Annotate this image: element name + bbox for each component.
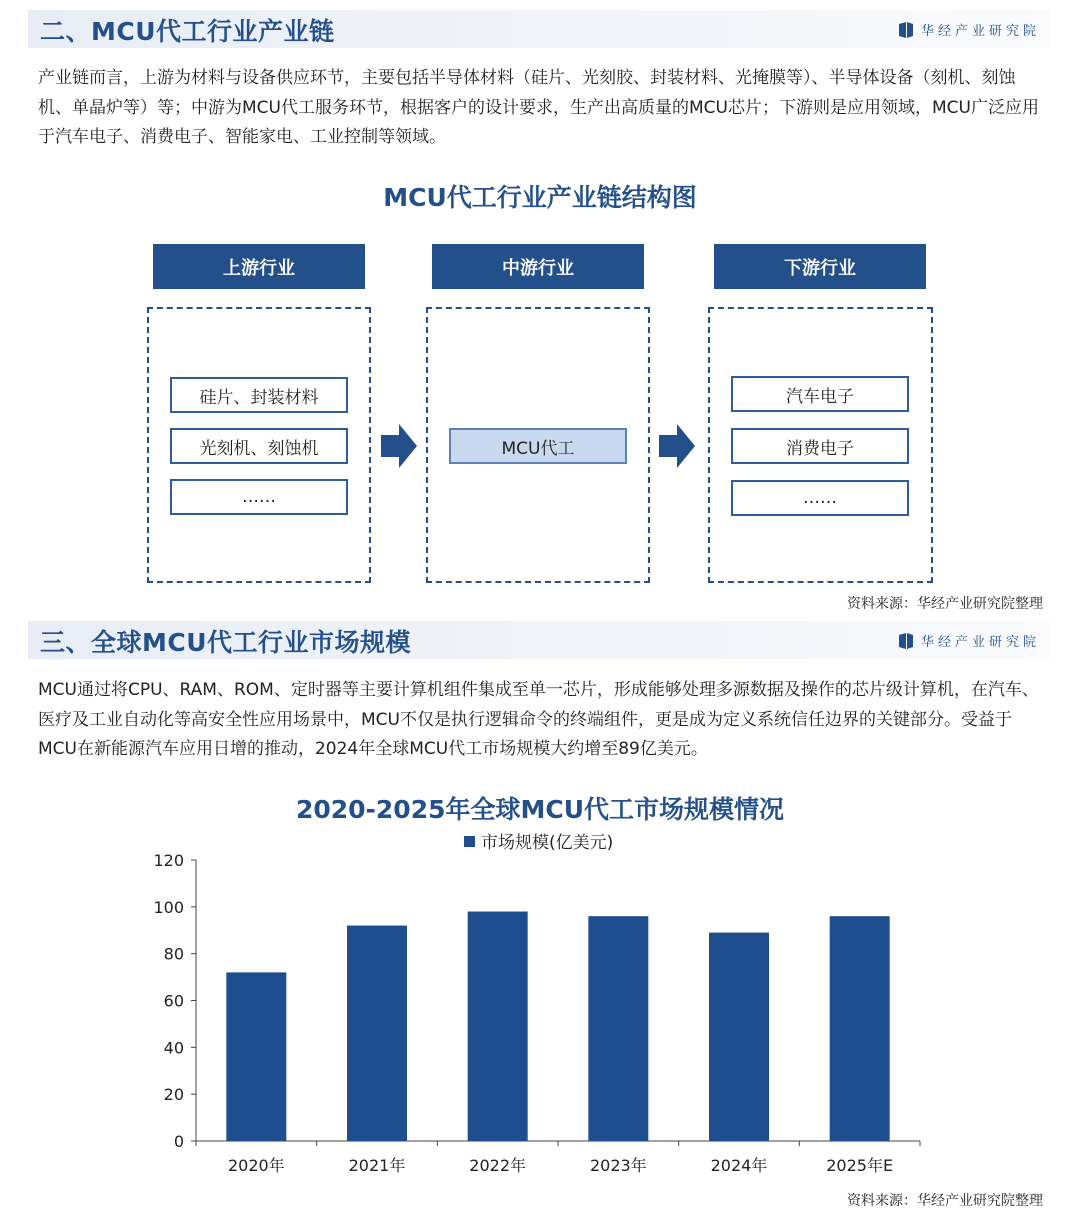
bar-4 [709,933,769,1141]
upstream-header: 上游行业 [153,244,365,289]
section3-header [28,621,1050,659]
upstream-item: 硅片、封装材料 [170,377,348,413]
x-tick-label: 2025年E [826,1156,894,1175]
x-tick-label: 2023年 [589,1156,647,1175]
x-tick-label: 2021年 [348,1156,406,1175]
x-tick-label: 2020年 [227,1156,285,1175]
chart-title: 2020-2025年全球MCU代工市场规模情况 [295,795,785,824]
upstream-item: 光刻机、刻蚀机 [170,428,348,464]
bar-5 [830,916,890,1141]
legend-swatch [464,836,475,847]
section2-header [28,10,1050,48]
brand-name: 华经产业研究院 [920,635,1040,650]
downstream-item: 汽车电子 [731,376,909,412]
bar-2 [468,912,528,1141]
market-size-bar-chart [0,830,1080,1190]
arrow-right-icon [659,424,695,468]
x-tick-label: 2024年 [710,1156,768,1175]
y-tick-label: 0 [173,1132,184,1151]
y-tick-label: 80 [163,944,184,964]
legend-label: 市场规模(亿美元) [481,833,614,853]
y-tick-label: 20 [163,1085,184,1105]
bar-1 [347,926,407,1141]
midstream-item: MCU代工 [449,428,627,464]
section2-title: 二、MCU代工行业产业链 [40,17,335,46]
diagram-title: MCU代工行业产业链结构图 [383,183,697,212]
midstream-header: 中游行业 [432,244,644,289]
section3-title: 三、全球MCU代工行业市场规模 [40,628,412,657]
arrow-right-icon [381,424,417,468]
downstream-item: …… [731,480,909,516]
diagram-source: 资料来源：华经产业研究院整理 [847,596,1043,612]
downstream-header: 下游行业 [714,244,926,289]
upstream-item: …… [170,479,348,515]
downstream-item: 消费电子 [731,428,909,464]
brand-logo-icon [899,22,913,38]
y-tick-label: 40 [163,1038,184,1058]
section2-paragraph: 产业链而言，上游为材料与设备供应环节，主要包括半导体材料（硅片、光刻胶、封装材料、光掩膜等）、半导体设备（刻机、刻蚀机、单晶炉等）等；中游为MCU代工服务环节，根据客户的设计要求，生产出高质量的MCU芯片；下游则是应用领域，MCU广泛应用于汽车电子、消费电子、智能家电、工业控制等领域。 [38,68,1039,147]
bar-3 [588,916,648,1141]
y-tick-label: 120 [153,851,184,870]
section2-brand [899,20,1040,39]
brand-name: 华经产业研究院 [920,24,1040,39]
chart-source: 资料来源：华经产业研究院整理 [847,1193,1043,1209]
section3-brand [899,631,1040,650]
y-tick-label: 100 [153,897,184,917]
section3-paragraph: MCU通过将CPU、RAM、ROM、定时器等主要计算机组件集成至单一芯片，形成能够处理多源数据及操作的芯片级计算机，在汽车、医疗及工业自动化等高安全性应用场景中，MCU不仅是执行逻辑命令的终端组件，更是成为定义系统信任边界的关键部分。受益于MCU在新能源汽车应用日增的推动，2024年全球MCU代工市场规模大约增至89亿美元。 [38,680,1039,759]
x-tick-label: 2022年 [469,1156,527,1175]
brand-logo-icon [899,633,913,649]
y-tick-label: 60 [163,991,184,1011]
bar-0 [226,972,286,1141]
